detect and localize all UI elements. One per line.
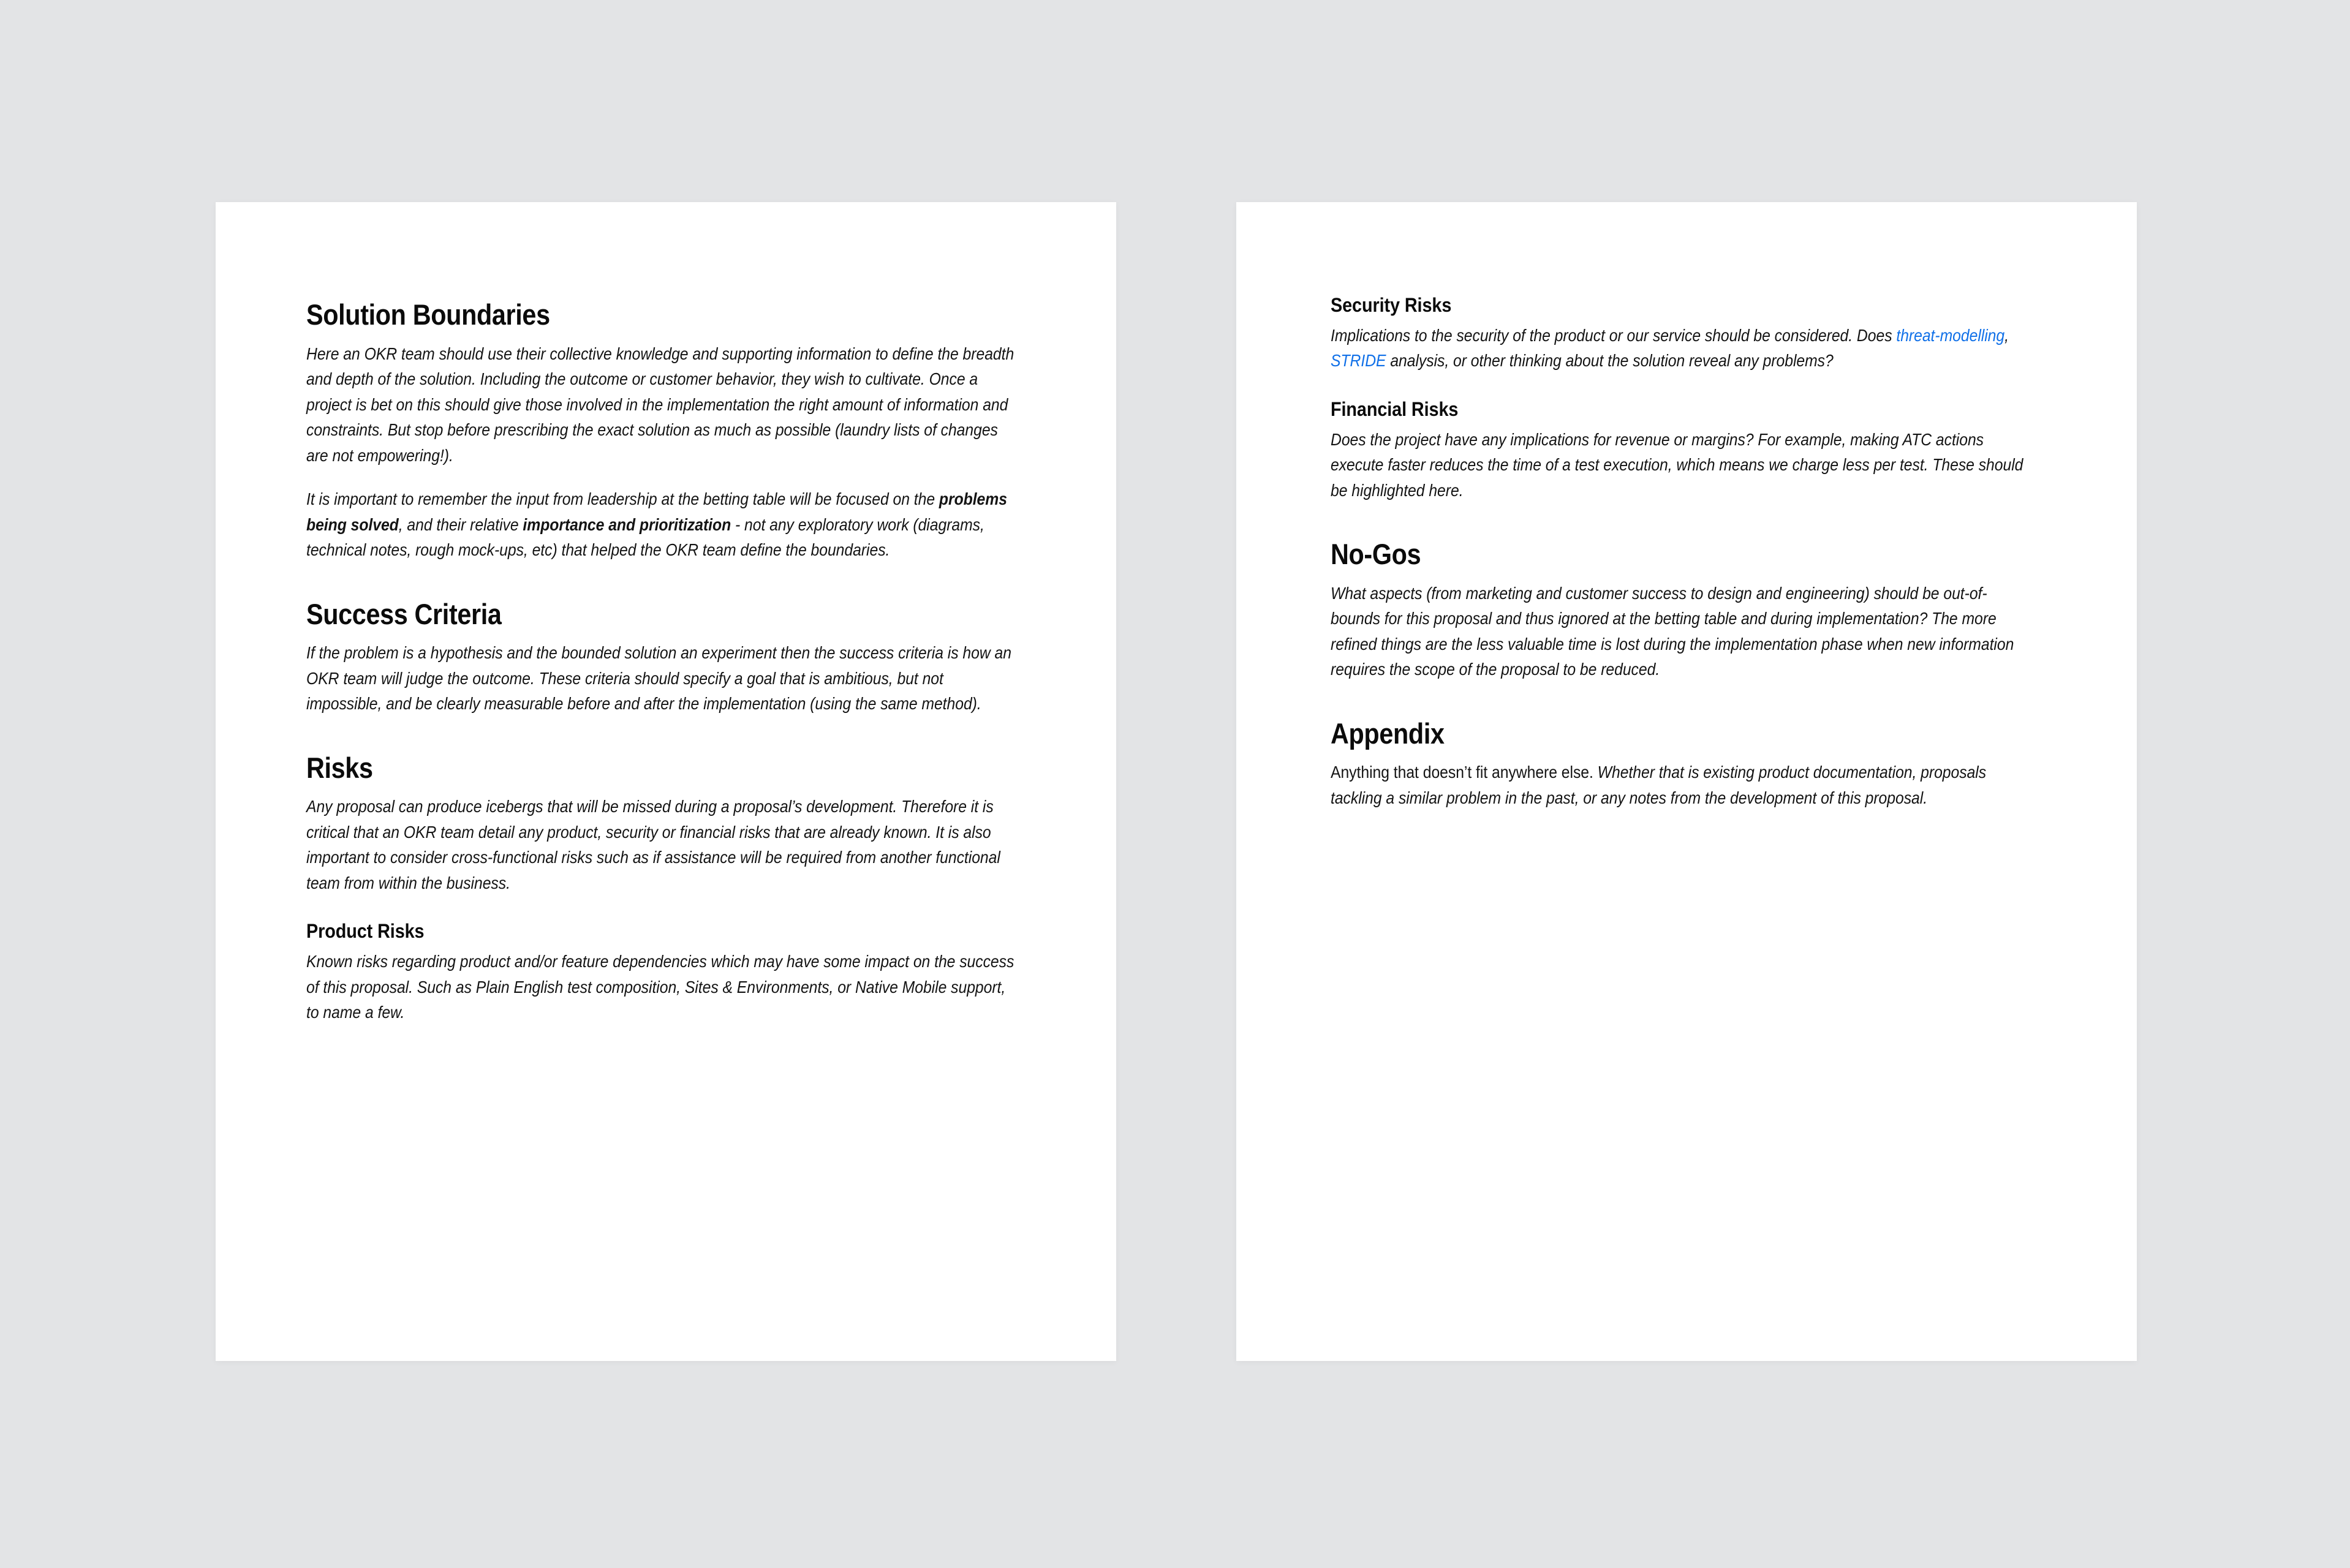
body-text: - not any exploratory work (diagrams, technical notes, rough mock-ups, etc) that helped the OKR team define the boundaries. bbox=[306, 514, 984, 560]
section-spacer bbox=[1331, 374, 2036, 398]
emphasis-text: importance and prioritization bbox=[523, 514, 731, 534]
page-left-inner bbox=[216, 202, 1116, 1361]
section-heading: Risks bbox=[306, 751, 373, 784]
section-paragraph bbox=[1331, 323, 2036, 374]
section-spacer bbox=[306, 563, 1022, 598]
section-spacer bbox=[306, 717, 1022, 752]
section-paragraph bbox=[306, 794, 1021, 895]
body-text: Implications to the security of the product or our service should be considered. Does bbox=[1331, 325, 1897, 345]
page-left-text-column bbox=[306, 299, 1022, 1025]
section-heading: Security Risks bbox=[1331, 294, 1452, 316]
inline-link[interactable]: STRIDE bbox=[1331, 351, 1386, 371]
body-text: Known risks regarding product and/or feature dependencies which may have some impact on the success of this proposal. Such as Plain English test composition, Sites & Environments, or Native Mobile support, to name a few. bbox=[306, 952, 1014, 1022]
section-heading: No-Gos bbox=[1331, 538, 1421, 571]
section-spacer bbox=[1331, 503, 2036, 538]
section-paragraph bbox=[306, 640, 1021, 717]
body-text: It is important to remember the input from leadership at the betting table will be focused on the bbox=[306, 489, 939, 509]
body-text: , bbox=[2004, 325, 2009, 345]
section-heading: Solution Boundaries bbox=[306, 298, 550, 331]
section-paragraph bbox=[306, 341, 1021, 469]
emphasis-text: problems being solved bbox=[306, 489, 1007, 534]
body-text: , and their relative bbox=[398, 514, 523, 534]
section-paragraph bbox=[306, 949, 1021, 1025]
body-text: What aspects (from marketing and customer success to design and engineering) should be out-of-bounds for this proposal and thus ignored at the betting table and during implementation? The more refined things are the less valuable time is lost during the implementation phase when new information requires the scope of the proposal to be reduced. bbox=[1331, 583, 2014, 679]
section-spacer bbox=[1331, 682, 2036, 718]
page-right-text-column bbox=[1331, 294, 2036, 810]
body-text: Does the project have any implications for revenue or margins? For example, making ATC actions execute faster reduces the time of a test execution, which means we charge less per test. These should be highlighted here. bbox=[1331, 429, 2023, 500]
inline-link[interactable]: threat-modelling bbox=[1896, 325, 2005, 345]
section-spacer bbox=[306, 895, 1022, 920]
body-text: Here an OKR team should use their collective knowledge and supporting information to define the breadth and depth of the solution. Including the outcome or customer behavior, they wish to cultivate. Once a project is bet on this should give those involved in the implementation the right amount of information and constraints. But stop before prescribing the exact solution as much as possible (laundry lists of changes are not empowering!). bbox=[306, 344, 1014, 465]
section-paragraph bbox=[1331, 427, 2036, 503]
page-right-inner bbox=[1236, 202, 2137, 1361]
upright-text: Anything that doesn’t fit anywhere else. bbox=[1331, 763, 1593, 782]
body-text: analysis, or other thinking about the solution reveal any problems? bbox=[1386, 351, 1834, 371]
section-heading: Appendix bbox=[1331, 717, 1445, 750]
section-paragraph bbox=[1331, 581, 2036, 682]
document-page-right bbox=[1236, 202, 2137, 1361]
section-heading: Success Criteria bbox=[306, 597, 502, 630]
body-text: If the problem is a hypothesis and the bounded solution an experiment then the success criteria is how an OKR team will judge the outcome. These criteria should specify a goal that is ambitious, but not impossible, and be clearly measurable before and after the implementation (using the same method). bbox=[306, 643, 1011, 714]
section-paragraph bbox=[306, 486, 1021, 563]
document-page-left bbox=[216, 202, 1116, 1361]
body-text: Whether that is existing product documentation, proposals tackling a similar problem in the past, or any notes from the development of this proposal. bbox=[1331, 763, 1987, 807]
section-heading: Financial Risks bbox=[1331, 398, 1459, 420]
body-text: Any proposal can produce icebergs that will be missed during a proposal’s development. Therefore it is critical that an OKR team detail any product, security or financial risks that are already known. It is also important to consider cross-functional risks such as if assistance will be required from another functional team from within the business. bbox=[306, 797, 1000, 892]
section-heading: Product Risks bbox=[306, 920, 425, 943]
section-paragraph bbox=[1331, 760, 2036, 810]
